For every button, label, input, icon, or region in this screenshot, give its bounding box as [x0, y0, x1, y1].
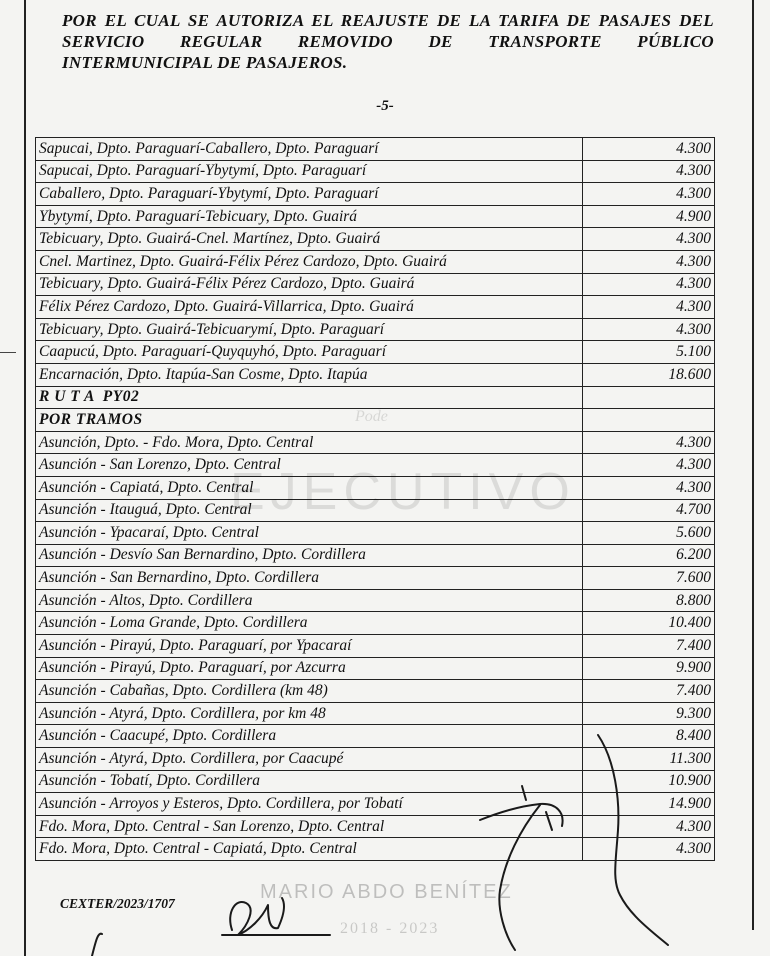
table-row: [36, 522, 715, 545]
route-cell: Asunción - San Lorenzo, Dpto. Central: [36, 454, 583, 477]
table-row: [36, 635, 715, 658]
fare-cell: 8.400: [583, 725, 715, 748]
margin-mark: [0, 352, 16, 353]
fare-cell: 8.800: [583, 589, 715, 612]
route-cell: Fdo. Mora, Dpto. Central - Capiatá, Dpto. Central: [36, 838, 583, 861]
table-row: [36, 589, 715, 612]
fare-cell: 5.600: [583, 522, 715, 545]
table-row: [36, 296, 715, 319]
route-cell: Tebicuary, Dpto. Guairá-Cnel. Martínez, Dpto. Guairá: [36, 228, 583, 251]
fare-cell: 4.300: [583, 815, 715, 838]
signer-stamp: MARIO ABDO BENÍTEZ: [260, 881, 513, 903]
empty-cell: [583, 409, 715, 432]
fare-cell: 4.700: [583, 499, 715, 522]
fare-cell: 10.400: [583, 612, 715, 635]
route-cell: Asunción - Loma Grande, Dpto. Cordillera: [36, 612, 583, 635]
table-row: [36, 838, 715, 861]
table-row: [36, 815, 715, 838]
route-cell: Caballero, Dpto. Paraguarí-Ybytymí, Dpto. Paraguarí: [36, 183, 583, 206]
table-row: [36, 205, 715, 228]
table-row: [36, 160, 715, 183]
route-cell: Asunción - Ypacaraí, Dpto. Central: [36, 522, 583, 545]
fare-cell: 4.300: [583, 318, 715, 341]
table-row: [36, 770, 715, 793]
table-row: [36, 363, 715, 386]
section-heading-row: [36, 386, 715, 409]
fare-cell: 4.300: [583, 296, 715, 319]
table-row: [36, 228, 715, 251]
section-heading: R U T A PY02: [36, 386, 583, 409]
route-cell: Asunción - Altos, Dpto. Cordillera: [36, 589, 583, 612]
fare-cell: 4.300: [583, 250, 715, 273]
fare-cell: 11.300: [583, 748, 715, 771]
fare-cell: 4.300: [583, 138, 715, 161]
route-cell: Sapucai, Dpto. Paraguarí-Ybytymí, Dpto. Paraguarí: [36, 160, 583, 183]
table-row: [36, 431, 715, 454]
table-row: [36, 273, 715, 296]
route-cell: Asunción - Pirayú, Dpto. Paraguarí, por Ypacaraí: [36, 635, 583, 658]
empty-cell: [583, 386, 715, 409]
page-border-right: [752, 0, 754, 930]
signer-years: 2018 - 2023: [340, 920, 440, 937]
fare-cell: 4.300: [583, 228, 715, 251]
document-title: POR EL CUAL SE AUTORIZA EL REAJUSTE DE LA TARIFA DE PASAJES DEL SERVICIO REGULAR REMOVIDO DE TRANSPORTE PÚBLICO INTERMUNICIPAL DE PASAJEROS.: [62, 11, 714, 72]
fare-cell: 6.200: [583, 544, 715, 567]
table-row: [36, 544, 715, 567]
fare-cell: 4.900: [583, 205, 715, 228]
reference-code: CEXTER/2023/1707: [60, 896, 175, 911]
route-cell: Asunción, Dpto. - Fdo. Mora, Dpto. Central: [36, 431, 583, 454]
subsection-heading: POR TRAMOS: [36, 409, 583, 432]
fare-cell: 4.300: [583, 273, 715, 296]
route-cell: Ybytymí, Dpto. Paraguarí-Tebicuary, Dpto. Guairá: [36, 205, 583, 228]
page-number: -5-: [376, 98, 394, 114]
watermark-small-text: Pode: [355, 408, 388, 425]
fare-cell: 7.600: [583, 567, 715, 590]
table-row: [36, 138, 715, 161]
table-row: [36, 183, 715, 206]
page-border-left: [24, 0, 26, 956]
signature-stroke: [92, 934, 102, 956]
route-cell: Asunción - Desvío San Bernardino, Dpto. Cordillera: [36, 544, 583, 567]
fare-cell: 4.300: [583, 476, 715, 499]
route-cell: Asunción - Capiatá, Dpto. Central: [36, 476, 583, 499]
route-cell: Encarnación, Dpto. Itapúa-San Cosme, Dpto. Itapúa: [36, 363, 583, 386]
route-cell: Asunción - Pirayú, Dpto. Paraguarí, por Azcurra: [36, 657, 583, 680]
fare-cell: 18.600: [583, 363, 715, 386]
route-cell: Asunción - Tobatí, Dpto. Cordillera: [36, 770, 583, 793]
table-row: [36, 702, 715, 725]
table-row: [36, 250, 715, 273]
route-cell: Asunción - Caacupé, Dpto. Cordillera: [36, 725, 583, 748]
fare-cell: 4.300: [583, 454, 715, 477]
fare-cell: 4.300: [583, 431, 715, 454]
table-row: [36, 748, 715, 771]
fare-cell: 10.900: [583, 770, 715, 793]
route-cell: Félix Pérez Cardozo, Dpto. Guairá-Villarrica, Dpto. Guairá: [36, 296, 583, 319]
route-cell: Fdo. Mora, Dpto. Central - San Lorenzo, Dpto. Central: [36, 815, 583, 838]
route-cell: Asunción - Atyrá, Dpto. Cordillera, por Caacupé: [36, 748, 583, 771]
table-row: [36, 725, 715, 748]
fare-cell: 5.100: [583, 341, 715, 364]
fare-cell: 4.300: [583, 183, 715, 206]
fare-cell: 4.300: [583, 838, 715, 861]
route-cell: Asunción - San Bernardino, Dpto. Cordillera: [36, 567, 583, 590]
route-cell: Caapucú, Dpto. Paraguarí-Quyquyhó, Dpto. Paraguarí: [36, 341, 583, 364]
fare-cell: 9.300: [583, 702, 715, 725]
watermark-text: EJECUTIVO: [230, 463, 576, 521]
fare-cell: 9.900: [583, 657, 715, 680]
table-row: [36, 567, 715, 590]
route-cell: Asunción - Itauguá, Dpto. Central: [36, 499, 583, 522]
route-cell: Asunción - Cabañas, Dpto. Cordillera (km 48): [36, 680, 583, 703]
fare-cell: 7.400: [583, 635, 715, 658]
route-cell: Tebicuary, Dpto. Guairá-Félix Pérez Cardozo, Dpto. Guairá: [36, 273, 583, 296]
route-cell: Sapucai, Dpto. Paraguarí-Caballero, Dpto. Paraguarí: [36, 138, 583, 161]
table-row: [36, 612, 715, 635]
table-row: [36, 341, 715, 364]
table-row: [36, 793, 715, 816]
route-cell: Cnel. Martinez, Dpto. Guairá-Félix Pérez Cardozo, Dpto. Guairá: [36, 250, 583, 273]
route-cell: Asunción - Arroyos y Esteros, Dpto. Cordillera, por Tobatí: [36, 793, 583, 816]
table-row: [36, 318, 715, 341]
route-cell: Asunción - Atyrá, Dpto. Cordillera, por km 48: [36, 702, 583, 725]
route-cell: Tebicuary, Dpto. Guairá-Tebicuarymí, Dpto. Paraguarí: [36, 318, 583, 341]
fare-cell: 14.900: [583, 793, 715, 816]
fare-cell: 4.300: [583, 160, 715, 183]
fare-cell: 7.400: [583, 680, 715, 703]
table-row: [36, 680, 715, 703]
table-row: [36, 657, 715, 680]
